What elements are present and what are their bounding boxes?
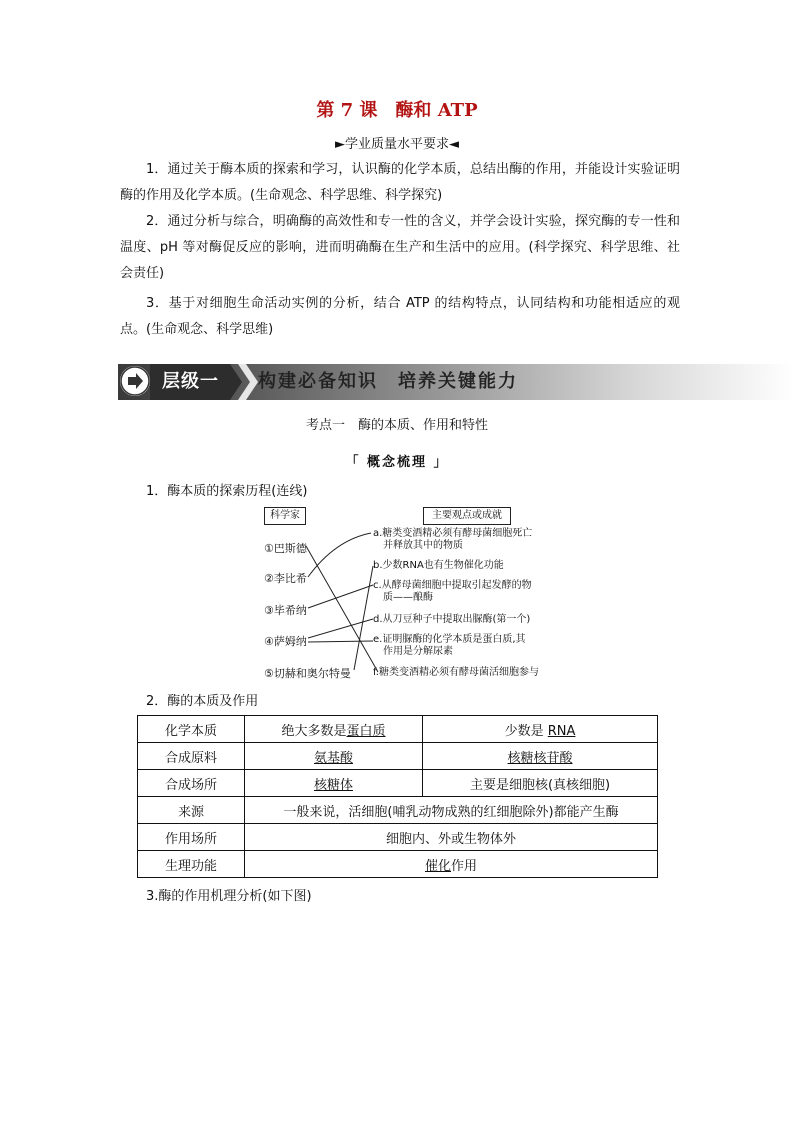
- line-cech-b: [354, 566, 373, 670]
- scientist-item: ⑤切赫和奥尔特曼: [264, 667, 351, 680]
- view-item-e: e.证明脲酶的化学本质是蛋白质,其 作用是分解尿素: [373, 634, 526, 657]
- scientist-item: ③毕希纳: [264, 604, 307, 617]
- item2-heading: 2．酶的本质及作用: [146, 694, 259, 709]
- table-row: [138, 797, 658, 824]
- table-row: [138, 716, 658, 743]
- requirement-1: 1．通过关于酶本质的探索和学习，认识酶的化学本质，总结出酶的作用，并能设计实验证明酶的作用及化学本质。(生命观念、科学思维、科学探究): [120, 162, 680, 203]
- item1-heading: 1．酶本质的探索历程(连线): [146, 484, 308, 499]
- view-item-a: a.糖类变酒精必须有酵母菌细胞死亡 并释放其中的物质: [373, 528, 533, 551]
- table-cell: 绝大多数是蛋白质: [245, 716, 423, 743]
- table-cell: 氨基酸: [245, 743, 423, 770]
- row-label: 作用场所: [138, 824, 245, 851]
- requirement-2: 2．通过分析与综合，明确酶的高效性和专一性的含义，并学会设计实验，探究酶的专一性和温度、pH 等对酶促反应的影响，进而明确酶在生产和生活中的应用。(科学探究、科学思维、社会责任): [120, 214, 680, 281]
- table-cell: 少数是 RNA: [423, 716, 658, 743]
- line-pasteur-f: [306, 546, 378, 672]
- section-title: 考点一 酶的本质、作用和特性: [305, 418, 488, 433]
- enzyme-nature-table: [137, 715, 658, 878]
- banner-heading: 构建必备知识 培养关键能力: [258, 371, 518, 392]
- view-item-f: f.糖类变酒精必须有酵母菌活细胞参与: [373, 667, 539, 678]
- line-buchner-c: [308, 585, 373, 608]
- line-sumner-e: [308, 641, 373, 642]
- view-column-header: 主要观点或成就: [423, 507, 511, 525]
- table-cell: 催化作用: [245, 851, 658, 878]
- scientist-item: ④萨姆纳: [264, 635, 307, 648]
- item3-heading: 3.酶的作用机理分析(如下图): [146, 889, 312, 904]
- row-label: 合成原料: [138, 743, 245, 770]
- table-cell: 核糖核苷酸: [423, 743, 658, 770]
- table-cell: 主要是细胞核(真核细胞): [423, 770, 658, 797]
- concept-heading: 「 概念梳理 」: [345, 455, 449, 470]
- scientist-column-header: 科学家: [264, 507, 306, 525]
- row-label: 生理功能: [138, 851, 245, 878]
- table-cell: 细胞内、外或生物体外: [245, 824, 658, 851]
- table-row: [138, 743, 658, 770]
- scientist-item: ②李比希: [264, 572, 307, 585]
- table-row: [138, 770, 658, 797]
- table-row: [138, 824, 658, 851]
- view-item-b: b.少数RNA也有生物催化功能: [373, 560, 504, 571]
- requirement-3: 3．基于对细胞生命活动实例的分析，结合 ATP 的结构特点，认同结构和功能相适应的观点。(生命观念、科学思维): [120, 296, 680, 337]
- row-label: 化学本质: [138, 716, 245, 743]
- view-item-d: d.从刀豆种子中提取出脲酶(第一个): [373, 614, 531, 625]
- scientist-item: ①巴斯德: [264, 542, 307, 555]
- row-label: 来源: [138, 797, 245, 824]
- requirements-subtitle: ►学业质量水平要求◄: [335, 137, 459, 152]
- banner-level-label: 层级一: [162, 371, 219, 392]
- table-row: [138, 851, 658, 878]
- page-title: 第 7 课 酶和 ATP: [316, 100, 478, 121]
- line-liebig-a: [308, 533, 371, 577]
- view-item-c: c.从酵母菌细胞中提取引起发酵的物 质——酿酶: [373, 580, 532, 603]
- row-label: 合成场所: [138, 770, 245, 797]
- table-cell: 核糖体: [245, 770, 423, 797]
- table-cell: 一般来说，活细胞(哺乳动物成熟的红细胞除外)都能产生酶: [245, 797, 658, 824]
